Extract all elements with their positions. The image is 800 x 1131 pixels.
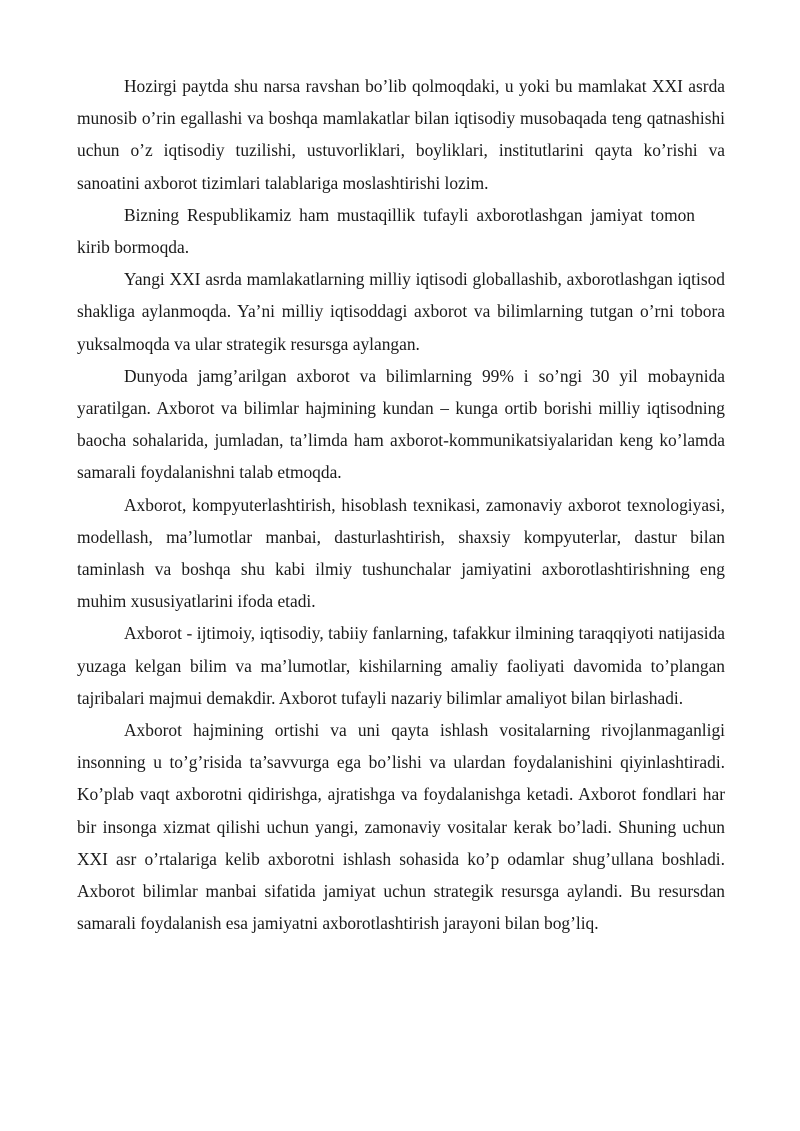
- paragraph: Axborot hajmining ortishi va uni qayta ishlash vositalarning rivojlanmaganligi insonning u to’g’risida ta’savvurga ega bo’lishi va ulardan foydalanishini qiyinlashtiradi. Ko’plab vaqt axborotni qidirishga, ajratishga va foydalanishga ketadi. Axborot fondlari har bir insonga xizmat qilishi uchun yangi, zamonaviy vositalar kerak bo’ladi. Shuning uchun XXI asr o’rtalariga kelib axborotni ishlash sohasida ko’p odamlar shug’ullana boshladi. Axborot bilimlar manbai sifatida jamiyat uchun strategik resursga aylandi. Bu resursdan samarali foydalanish esa jamiyatni axborotlashtirish jarayoni bilan bog’liq.: [77, 720, 725, 934]
- paragraph: Yangi XXI asrda mamlakatlarning milliy iqtisodi globallashib, axborotlashgan iqtisod shakliga aylanmoqda. Ya’ni milliy iqtisoddagi axborot va bilimlarning tutgan o’rni tobora yuksalmoqda va ular strategik resursga aylangan.: [77, 269, 725, 354]
- paragraph: Hozirgi paytda shu narsa ravshan bo’lib qolmoqdaki, u yoki bu mamlakat XXI asrda munosib o’rin egallashi va boshqa mamlakatlar bilan iqtisodiy musobaqada teng qatnashishi uchun o’z iqtisodiy tuzilishi, ustuvorliklari, boyliklari, institutlarini qayta ko’rishi va sanoatini axborot tizimlari talablariga moslashtirishi lozim.: [77, 76, 725, 193]
- paragraph: Bizning Respublikamiz ham mustaqillik tufayli axborotlashgan jamiyat tomon kirib bormoqda.: [77, 204, 695, 258]
- paragraph: Axborot - ijtimoiy, iqtisodiy, tabiiy fanlarning, tafakkur ilmining taraqqiyoti natijasida yuzaga kelgan bilim va ma’lumotlar, kishilarning amaliy faoliyati davomida to’plangan tajribalari majmui demakdir. Axborot tufayli nazariy bilimlar amaliyot bilan birlashadi.: [77, 623, 725, 708]
- paragraph: Dunyoda jamg’arilgan axborot va bilimlarning 99% i so’ngi 30 yil mobaynida yaratilgan. Axborot va bilimlar hajmining kundan – kunga ortib borishi milliy iqtisodning baocha sohalarida, jumladan, ta’limda ham axborot-kommunikatsiyalaridan keng ko’lamda samarali foydalanishni talab etmoqda.: [77, 365, 725, 483]
- document-page: [77, 70, 725, 939]
- paragraph: Axborot, kompyuterlashtirish, hisoblash texnikasi, zamonaviy axborot texnologiyasi, modellash, ma’lumotlar manbai, dasturlashtirish, shaxsiy kompyuterlar, dastur bilan taminlash va boshqa shu kabi ilmiy tushunchalar jamiyatini axborotlashtirishning eng muhim xususiyatlarini ifoda etadi.: [77, 494, 725, 612]
